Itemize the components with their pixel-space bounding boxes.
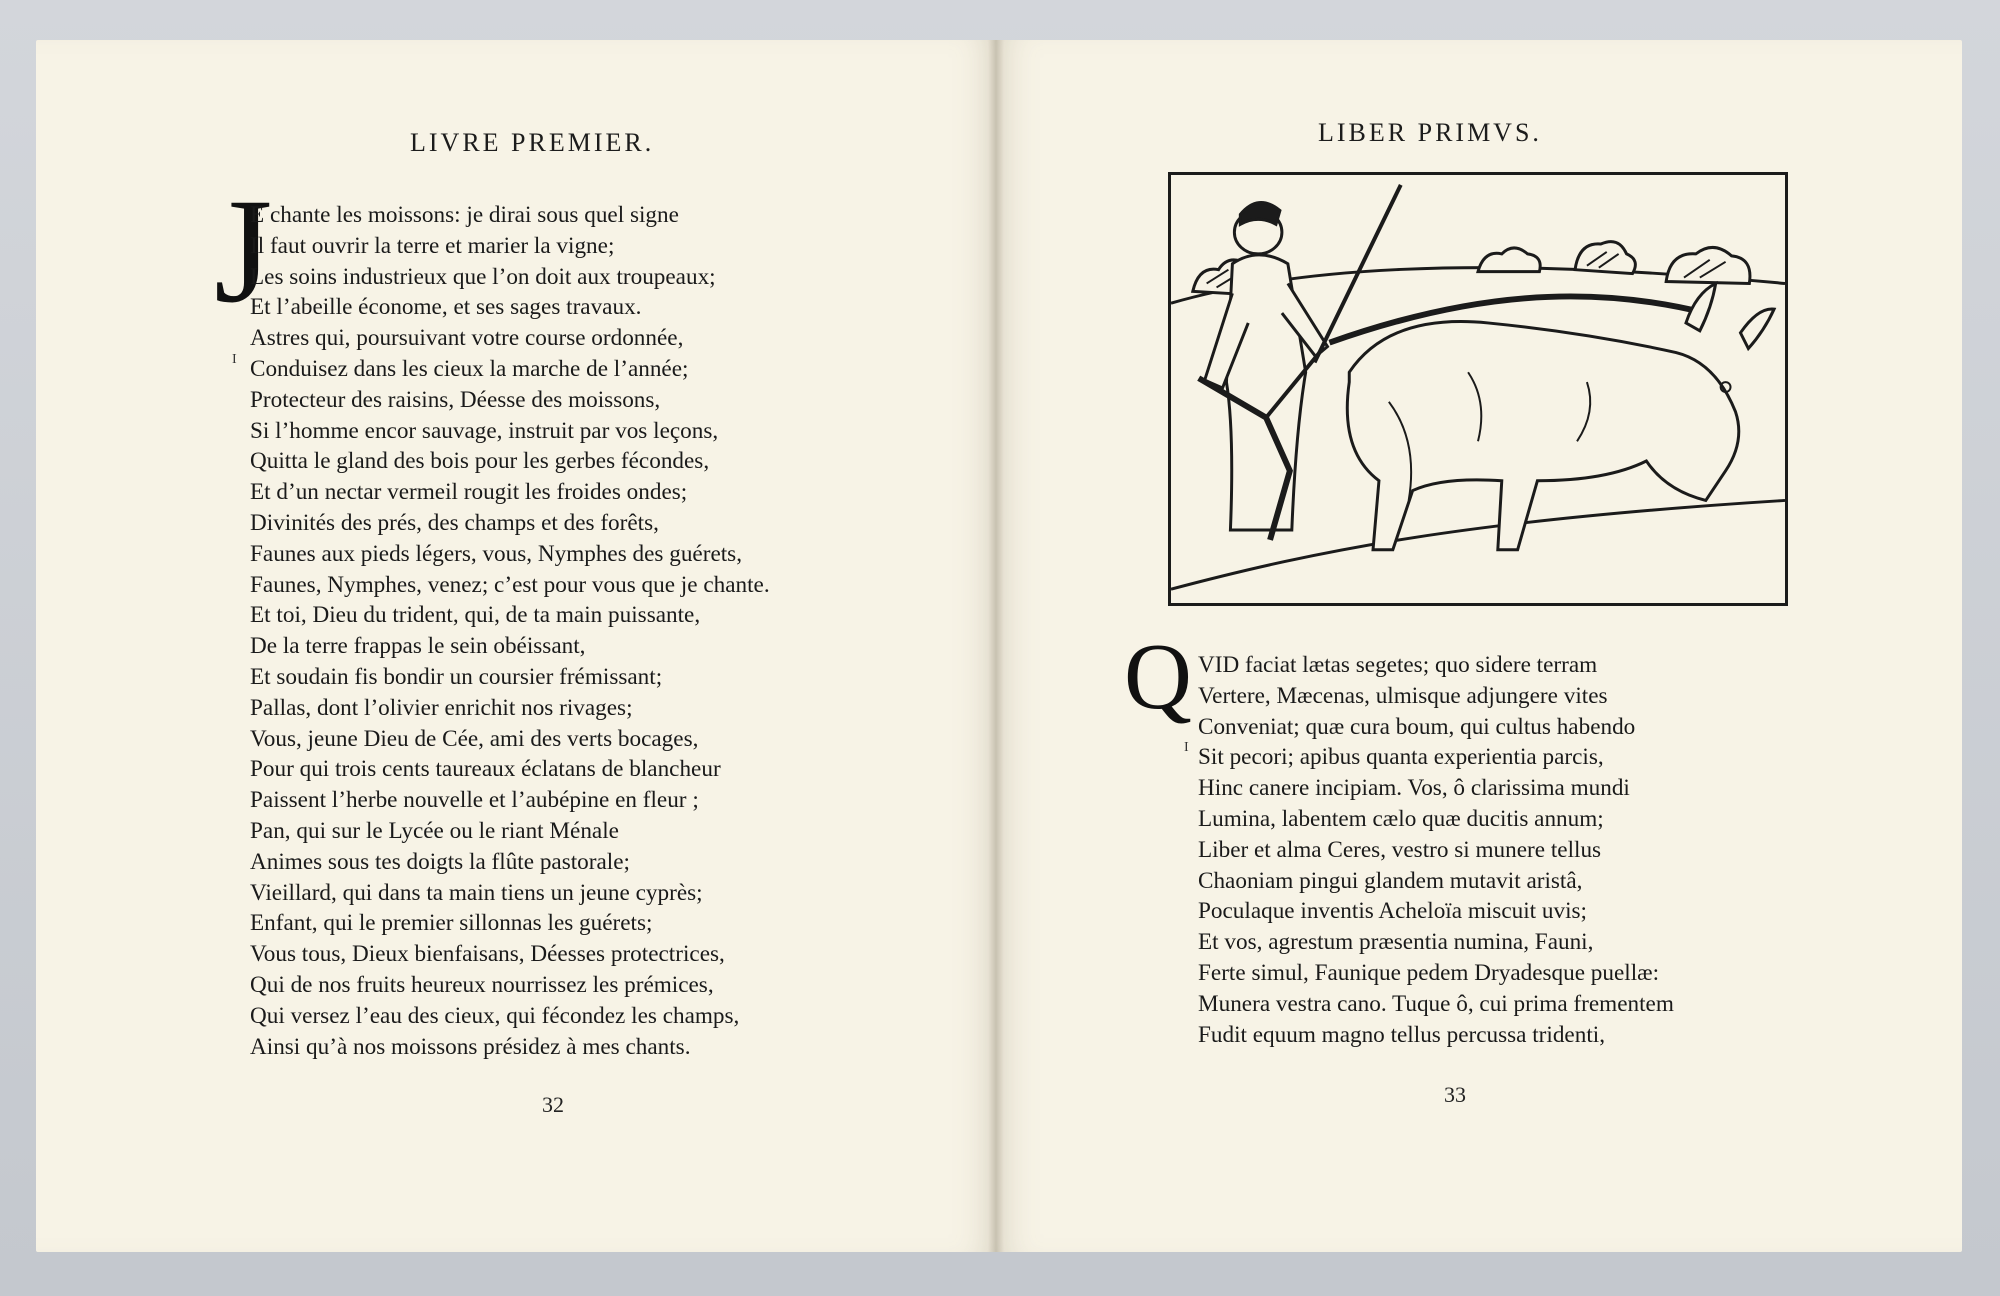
verse-line: Et soudain fis bondir un coursier frémissant; (250, 663, 663, 690)
verse-line: E chante les moissons: je dirai sous quel signe (250, 202, 679, 228)
verse-line: Conveniat; quæ cura boum, qui cultus habendo (1198, 713, 1636, 740)
left-page-number: 32 (542, 1092, 564, 1117)
verse-line: Fudit equum magno tellus percussa tridenti, (1198, 1021, 1606, 1048)
verse-line: Astres qui, poursuivant votre course ordonnée, (250, 325, 684, 352)
verse-line: Enfant, qui le premier sillonnas les guérets; (250, 910, 653, 937)
verse-line: Et vos, agrestum præsentia numina, Fauni, (1198, 929, 1594, 956)
right-running-head: LIBER PRIMVS. (1318, 118, 1542, 147)
verse-line: Ferte simul, Faunique pedem Dryadesque puellæ: (1198, 959, 1660, 986)
verse-line: Hinc canere incipiam. Vos, ô clarissima mundi (1198, 775, 1630, 802)
verse-line: Animes sous tes doigts la flûte pastorale; (250, 848, 630, 875)
verse-line: Pour qui trois cents taureaux éclatans de blancheur (250, 756, 721, 783)
book-gutter (988, 40, 1004, 1252)
verse-line: Vertere, Mæcenas, ulmisque adjungere vites (1198, 682, 1608, 709)
verse-line: Vous tous, Dieux bienfaisans, Déesses protectrices, (250, 941, 725, 968)
verse-line: Paissent l’herbe nouvelle et l’aubépine en fleur ; (250, 787, 699, 814)
verse-line: Pallas, dont l’olivier enrichit nos rivages; (250, 694, 633, 721)
verse-line: Protecteur des raisins, Déesse des moissons, (250, 386, 661, 413)
verse-line: Et toi, Dieu du trident, qui, de ta main puissante, (250, 602, 701, 629)
verse-line: Sit pecori; apibus quanta experientia parcis, (1198, 744, 1604, 771)
right-line-marker: I (1184, 740, 1189, 755)
verse-line: Chaoniam pingui glandem mutavit aristâ, (1198, 867, 1583, 894)
verse-line: Munera vestra cano. Tuque ô, cui prima frementem (1198, 990, 1674, 1017)
woodcut-illustration (1168, 172, 1788, 606)
verse-line: Divinités des prés, des champs et des forêts, (250, 509, 659, 536)
verse-line: Ainsi qu’à nos moissons présidez à mes chants. (250, 1033, 691, 1060)
verse-line: Les soins industrieux que l’on doit aux troupeaux; (250, 263, 716, 290)
verse-line: Vieillard, qui dans ta main tiens un jeune cyprès; (250, 879, 703, 906)
verse-line: Liber et alma Ceres, vestro si munere tellus (1198, 836, 1602, 863)
right-page-number: 33 (1444, 1082, 1466, 1107)
verse-line: Qui de nos fruits heureux nourrissez les prémices, (250, 971, 714, 998)
verse-line: Pan, qui sur le Lycée ou le riant Ménale (250, 817, 619, 844)
left-running-head: LIVRE PREMIER. (410, 128, 655, 157)
verse-line: Si l’homme encor sauvage, instruit par vos leçons, (250, 417, 719, 444)
right-drop-initial: Q (1124, 625, 1192, 729)
verse-line: Vous, jeune Dieu de Cée, ami des verts bocages, (250, 725, 699, 752)
verse-line: Lumina, labentem cælo quæ ducitis annum; (1198, 805, 1604, 832)
verse-line: VID faciat lætas segetes; quo sidere terram (1198, 652, 1598, 678)
verse-line: De la terre frappas le sein obéissant, (250, 633, 586, 660)
verse-line: Conduisez dans les cieux la marche de l’année; (250, 355, 689, 382)
verse-line: Et l’abeille économe, et ses sages travaux. (250, 294, 642, 321)
verse-line: Quitta le gland des bois pour les gerbes fécondes, (250, 448, 710, 475)
ploughing-scene-icon (1171, 175, 1785, 603)
left-line-marker: I (232, 352, 237, 367)
left-verse-block (250, 200, 770, 1062)
right-verse-block (1198, 650, 1674, 1050)
verse-line: Il faut ouvrir la terre et marier la vigne; (250, 232, 615, 259)
verse-line: Qui versez l’eau des cieux, qui fécondez les champs, (250, 1002, 740, 1029)
verse-line: Faunes aux pieds légers, vous, Nymphes des guérets, (250, 540, 742, 567)
verse-line: Faunes, Nymphes, venez; c’est pour vous que je chante. (250, 571, 770, 598)
verse-line: Et d’un nectar vermeil rougit les froides ondes; (250, 479, 688, 506)
left-drop-initial: J (214, 168, 273, 334)
verse-line: Poculaque inventis Acheloïa miscuit uvis; (1198, 898, 1587, 925)
